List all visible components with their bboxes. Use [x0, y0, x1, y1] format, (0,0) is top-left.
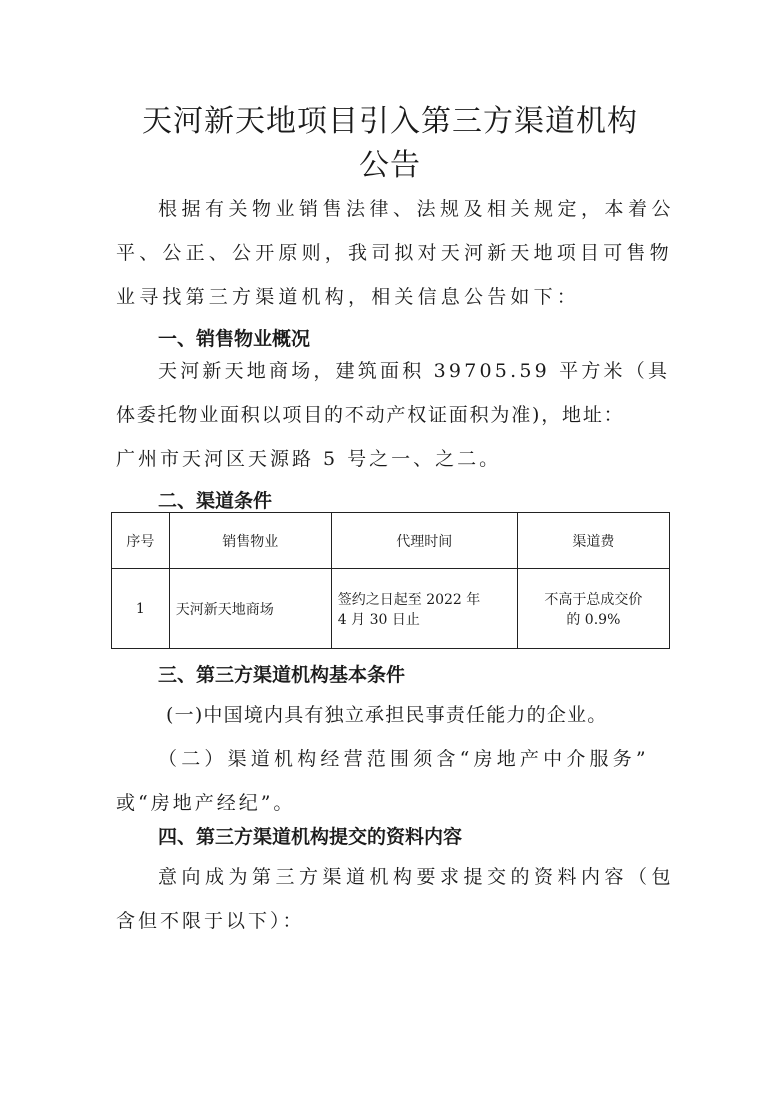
section-4-line-1: 意向成为第三方渠道机构要求提交的资料内容（包 [158, 866, 676, 888]
table-header-row [112, 513, 670, 569]
table-row [112, 569, 670, 649]
section-3-item-1: (一)中国境内具有独立承担民事责任能力的企业。 [166, 704, 608, 726]
cell-property: 天河新天地商场 [169, 569, 331, 649]
header-period: 代理时间 [331, 513, 517, 569]
section-2-heading: 二、渠道条件 [158, 490, 273, 512]
section-1-line-3: 广州市天河区天源路 5 号之一、之二。 [116, 448, 502, 470]
channel-conditions-table [111, 512, 670, 649]
section-1-line-2: 体委托物业面积以项目的不动产权证面积为准)，地址： [116, 404, 625, 426]
intro-line-2: 平、公正、公开原则，我司拟对天河新天地项目可售物 [116, 242, 673, 264]
section-1-line-1: 天河新天地商场，建筑面积 39705.59 平方米（具 [158, 360, 671, 382]
intro-line-1: 根据有关物业销售法律、法规及相关规定，本着公 [158, 198, 676, 220]
cell-period-line-2: 4 月 30 日止 [337, 611, 420, 628]
cell-fee-line-1: 不高于总成交价 [544, 591, 643, 608]
section-3-item-2-line-1: （二）渠道机构经营范围须含“房地产中介服务” [158, 748, 650, 770]
section-4-line-2: 含但不限于以下）： [116, 910, 305, 932]
section-1-heading: 一、销售物业概况 [158, 328, 311, 350]
section-3-heading: 三、第三方渠道机构基本条件 [158, 664, 406, 686]
document-title: 天河新天地项目引入第三方渠道机构 [142, 104, 638, 139]
intro-line-3: 业寻找第三方渠道机构，相关信息公告如下： [116, 286, 581, 308]
section-4-heading: 四、第三方渠道机构提交的资料内容 [158, 826, 463, 848]
cell-period [331, 569, 517, 649]
header-property: 销售物业 [169, 513, 331, 569]
section-3-item-2-line-2: 或“房地产经纪”。 [116, 792, 296, 814]
cell-period-line-1: 签约之日起至 2022 年 [337, 591, 481, 608]
header-no: 序号 [112, 513, 170, 569]
header-fee: 渠道费 [517, 513, 669, 569]
cell-no: 1 [112, 569, 170, 649]
document-title-suffix: 公告 [359, 148, 421, 183]
cell-fee-line-2: 的 0.9% [566, 611, 621, 628]
cell-fee [517, 569, 669, 649]
